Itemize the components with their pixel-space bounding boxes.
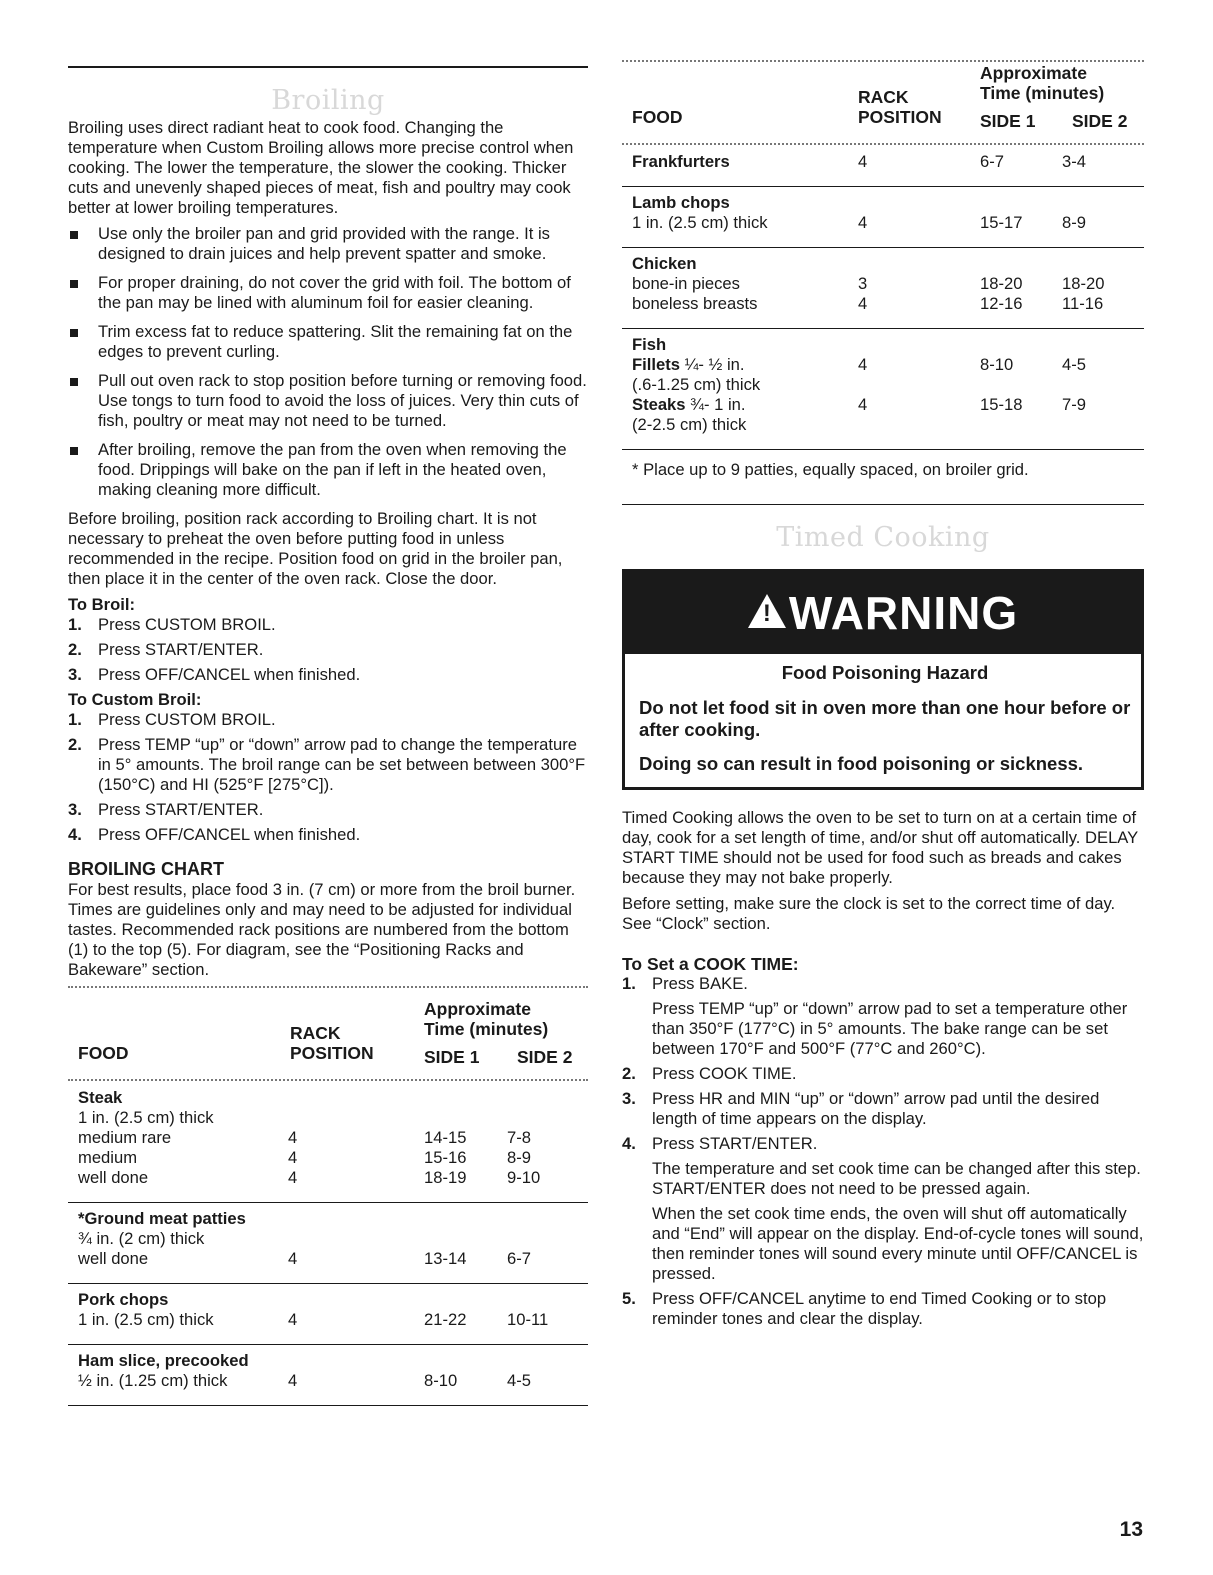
cell-side2: 6-7 — [507, 1249, 531, 1268]
bullet-item: Pull out oven rack to stop position before turning or removing food. Use tongs to turn food to avoid the loss of juices. Very thin cuts of fish, poultry or meat may not need to be turned. — [68, 371, 588, 431]
table-line — [632, 254, 1144, 274]
cell-food: boneless breasts — [632, 294, 758, 313]
table-row — [622, 187, 1144, 247]
cell-side1: 13-14 — [424, 1249, 467, 1268]
cell-food: bone-in pieces — [632, 274, 740, 293]
header-side2: SIDE 2 — [1072, 111, 1128, 131]
step-item — [622, 974, 1144, 1059]
broiling-before: Before broiling, position rack according to Broiling chart. It is not necessary to preheat the oven before putting food in unless recommended in the recipe. Position food on grid in the broiler pan, then place it in the center of the oven rack. Close the door. — [68, 509, 563, 588]
table-row — [622, 248, 1144, 328]
broiling-bullet-list — [68, 224, 588, 500]
timed-p2: Before setting, make sure the clock is set to the correct time of day. See “Clock” section. — [622, 894, 1116, 933]
step-text: Press OFF/CANCEL when finished. — [98, 825, 361, 844]
step-number: 4. — [68, 825, 82, 844]
cell-side1: 8-10 — [424, 1371, 458, 1390]
step-text: Press BAKE. — [652, 974, 748, 993]
cell-food: 1 in. (2.5 cm) thick — [78, 1108, 214, 1127]
table-line — [78, 1108, 588, 1128]
cell-rack: 4 — [288, 1168, 298, 1187]
cell-rack: 4 — [288, 1128, 298, 1147]
left-column — [68, 0, 588, 1406]
table-line — [632, 274, 1144, 294]
table-line — [632, 335, 1144, 355]
cook-time-heading: To Set a COOK TIME: — [622, 954, 799, 974]
table-header — [622, 63, 1144, 143]
cell-food: Ham slice, precooked — [78, 1351, 249, 1370]
warning-banner — [625, 572, 1141, 654]
cell-side2: 8-9 — [1062, 213, 1086, 232]
cell-rack: 4 — [858, 395, 868, 414]
cell-rack: 4 — [288, 1249, 298, 1268]
cell-food: 1 in. (2.5 cm) thick — [78, 1310, 214, 1329]
step-item — [68, 825, 588, 845]
timed-p1: Timed Cooking allows the oven to be set to turn on at a certain time of day, cook for a set length of time, and/or shut off automatically. DELAY START TIME should not be used for food such as breads and cakes because they may not bake properly. — [622, 808, 1138, 887]
step-item — [622, 1064, 1144, 1084]
table-line — [78, 1168, 588, 1188]
to-broil-heading: To Broil: — [68, 595, 135, 614]
table-footnote: * Place up to 9 patties, equally spaced, on broiler grid. — [632, 460, 1029, 479]
step-item — [622, 1089, 1144, 1129]
step-item — [68, 640, 588, 660]
cell-rack: 4 — [288, 1310, 298, 1329]
step-text: Press COOK TIME. — [652, 1064, 797, 1083]
row-separator — [622, 449, 1144, 450]
section-rule — [622, 504, 1144, 505]
top-rule — [68, 66, 588, 68]
warning-msg-2: Doing so can result in food poisoning or sickness. — [639, 753, 1084, 774]
cell-side1: 18-19 — [424, 1168, 467, 1187]
header-approx: Approximate Time (minutes) — [980, 63, 1105, 103]
cell-food: *Ground meat patties — [78, 1209, 246, 1228]
header-approx: Approximate Time (minutes) — [424, 999, 549, 1039]
broiling-intro: Broiling uses direct radiant heat to cook food. Changing the temperature when Custom Broiling allows more precise control when cooking. The lower the temperature, the slower the cooking. Thicker cuts and unevenly shaped pieces of meat, fish and poultry may cook better at lower broiling temperatures. — [68, 118, 574, 217]
warning-msg-1: Do not let food sit in oven more than one hour before or after cooking. — [639, 697, 1131, 740]
cell-side2: 7-8 — [507, 1128, 531, 1147]
cell-side2: 18-20 — [1062, 274, 1105, 293]
cell-side1: 8-10 — [980, 355, 1014, 374]
to-custom-broil-steps — [68, 710, 588, 845]
table-row — [622, 146, 1144, 186]
table-line — [78, 1088, 588, 1108]
table-line — [632, 375, 1144, 395]
header-side1: SIDE 1 — [424, 1047, 480, 1067]
step-number: 2. — [622, 1064, 636, 1083]
step-text: Press OFF/CANCEL when finished. — [98, 665, 361, 684]
step-item — [622, 1134, 1144, 1284]
step-item — [622, 1289, 1144, 1329]
cell-side1: 15-16 — [424, 1148, 467, 1167]
cell-side1: 15-17 — [980, 213, 1023, 232]
cell-side1: 21-22 — [424, 1310, 467, 1329]
table-line — [78, 1310, 588, 1330]
table-header — [68, 989, 588, 1079]
cell-side2: 11-16 — [1062, 294, 1104, 313]
cell-side2: 4-5 — [507, 1371, 531, 1390]
table-line — [632, 152, 1144, 172]
cell-food: medium — [78, 1148, 138, 1167]
cell-rack: 4 — [858, 152, 868, 171]
cell-food-name: Steaks — [632, 395, 686, 414]
header-rack: RACK POSITION — [290, 1023, 374, 1063]
to-custom-broil-heading: To Custom Broil: — [68, 690, 202, 709]
table-line — [78, 1290, 588, 1310]
header-rack: RACK POSITION — [858, 87, 942, 127]
right-column — [622, 0, 1144, 1334]
step-text: Press START/ENTER. — [98, 640, 264, 659]
broiling-chart-heading: BROILING CHART — [68, 859, 224, 879]
cell-side2: 7-9 — [1062, 395, 1086, 414]
warning-box — [622, 569, 1144, 790]
step-text: Press CUSTOM BROIL. — [98, 615, 276, 634]
cell-rack: 3 — [858, 274, 868, 293]
cell-side1: 15-18 — [980, 395, 1023, 414]
timed-cooking-title: Timed Cooking — [776, 522, 990, 553]
table-line — [78, 1209, 588, 1229]
cell-food: ½ in. (1.25 cm) thick — [78, 1371, 228, 1390]
to-broil-steps — [68, 615, 588, 685]
header-food: FOOD — [632, 107, 683, 127]
row-separator — [68, 1405, 588, 1406]
cell-food — [632, 395, 745, 415]
table-row — [68, 1345, 588, 1405]
cell-side1: 18-20 — [980, 274, 1023, 293]
table-line — [78, 1351, 588, 1371]
cell-rack: 4 — [858, 294, 868, 313]
warning-body — [625, 654, 1141, 787]
cell-side2: 8-9 — [507, 1148, 531, 1167]
step-number: 1. — [622, 974, 636, 993]
step-number: 2. — [68, 735, 82, 754]
cell-food: medium rare — [78, 1128, 172, 1147]
step-text: Press HR and MIN “up” or “down” arrow pad until the desired length of time appears on the display. — [652, 1089, 1100, 1128]
cell-food: 1 in. (2.5 cm) thick — [632, 213, 768, 232]
header-side1: SIDE 1 — [980, 111, 1036, 131]
cell-food: Steak — [78, 1088, 123, 1107]
cell-rack: 4 — [288, 1148, 298, 1167]
step-item — [68, 735, 588, 795]
broiling-table-left — [68, 986, 588, 1406]
step-number: 4. — [622, 1134, 636, 1153]
cell-food: (.6-1.25 cm) thick — [632, 375, 761, 394]
table-line — [78, 1229, 588, 1249]
step-text: Press START/ENTER. — [98, 800, 264, 819]
step-item — [68, 665, 588, 685]
cell-food: Lamb chops — [632, 193, 730, 212]
step-item — [68, 710, 588, 730]
cell-rack: 4 — [858, 355, 868, 374]
table-line — [632, 355, 1144, 375]
step-item — [68, 615, 588, 635]
header-food: FOOD — [78, 1043, 129, 1063]
table-line — [78, 1148, 588, 1168]
table-line — [632, 395, 1144, 415]
broiling-title: Broiling — [271, 85, 385, 116]
cell-food-name: Fillets — [632, 355, 680, 374]
bullet-item: Use only the broiler pan and grid provided with the range. It is designed to drain juices and help prevent spatter and smoke. — [68, 224, 588, 264]
cell-side1: 6-7 — [980, 152, 1004, 171]
cell-rack: 4 — [288, 1371, 298, 1390]
page-number: 13 — [1119, 1518, 1143, 1541]
cell-side2: 3-4 — [1062, 152, 1086, 171]
cell-food: Pork chops — [78, 1290, 169, 1309]
table-right-rows — [622, 146, 1144, 450]
table-line — [632, 213, 1144, 233]
table-row — [622, 329, 1144, 449]
table-line — [78, 1249, 588, 1269]
step-number: 3. — [68, 665, 82, 684]
table-row — [68, 1203, 588, 1283]
step-number: 3. — [68, 800, 82, 819]
cell-food: ¾ in. (2 cm) thick — [78, 1229, 205, 1248]
cell-side1: 12-16 — [980, 294, 1023, 313]
bullet-item: Trim excess fat to reduce spattering. Slit the remaining fat on the edges to prevent curling. — [68, 322, 588, 362]
cell-food: well done — [78, 1249, 149, 1268]
cell-food: Frankfurters — [632, 152, 730, 171]
warning-triangle-icon — [748, 594, 786, 628]
cell-food: Fish — [632, 335, 667, 354]
warning-hazard: Food Poisoning Hazard — [781, 662, 989, 683]
step-number: 1. — [68, 615, 82, 634]
header-side2: SIDE 2 — [517, 1047, 573, 1067]
step-extra: The temperature and set cook time can be changed after this step. START/ENTER does not need to be pressed again. — [652, 1159, 1141, 1198]
cell-food-size: ¾- 1 in. — [685, 395, 746, 414]
broiling-chart-intro: For best results, place food 3 in. (7 cm) or more from the broil burner. Times are guidelines only and may need to be adjusted for individual tastes. Recommended rack positions are numbered from the bottom (1) to the top (5). For diagram, see the “Positioning Racks and Bakeware” section. — [68, 880, 576, 979]
cell-side1: 14-15 — [424, 1128, 467, 1147]
cell-food: well done — [78, 1168, 149, 1187]
table-left-rows — [68, 1082, 588, 1406]
table-line — [632, 294, 1144, 314]
table-line — [78, 1128, 588, 1148]
table-row — [68, 1284, 588, 1344]
cell-side2: 10-11 — [507, 1310, 549, 1329]
step-text: Press OFF/CANCEL anytime to end Timed Cooking or to stop reminder tones and clear the display. — [652, 1289, 1107, 1328]
cell-rack: 4 — [858, 213, 868, 232]
step-text: Press START/ENTER. — [652, 1134, 818, 1153]
step-number: 2. — [68, 640, 82, 659]
cell-food-size: ¼- ½ in. — [679, 355, 745, 374]
step-extra: When the set cook time ends, the oven will shut off automatically and “End” will appear on the display. End-of-cycle tones will sound, then reminder tones will sound every minute until OFF/CANCEL is pressed. — [652, 1204, 1144, 1283]
cell-food: Chicken — [632, 254, 697, 273]
bullet-item: After broiling, remove the pan from the oven when removing the food. Drippings will bake on the pan if left in the heated oven, making cleaning more difficult. — [68, 440, 588, 500]
cook-time-steps — [622, 974, 1144, 1329]
step-text: Press CUSTOM BROIL. — [98, 710, 276, 729]
step-item — [68, 800, 588, 820]
table-line — [632, 415, 1144, 435]
cell-side2: 9-10 — [507, 1168, 541, 1187]
table-row — [68, 1082, 588, 1202]
step-number: 1. — [68, 710, 82, 729]
table-line — [632, 193, 1144, 213]
step-text: Press TEMP “up” or “down” arrow pad to change the temperature in 5° amounts. The broil range can be set between between 300°F (150°C) and HI (525°F [275°C]). — [98, 735, 586, 794]
bullet-item: For proper draining, do not cover the grid with foil. The bottom of the pan may be lined with aluminum foil for easier cleaning. — [68, 273, 588, 313]
warning-word: WARNING — [788, 587, 1019, 639]
cell-side2: 4-5 — [1062, 355, 1086, 374]
step-extra: Press TEMP “up” or “down” arrow pad to set a temperature other than 350°F (177°C) in 5° amounts. The bake range can be set between 170°F and 500°F (77°C and 260°C). — [652, 999, 1128, 1058]
step-number: 3. — [622, 1089, 636, 1108]
cell-food — [632, 355, 745, 375]
cell-food: (2-2.5 cm) thick — [632, 415, 747, 434]
broiling-table-right — [622, 60, 1144, 480]
table-line — [78, 1371, 588, 1391]
step-number: 5. — [622, 1289, 636, 1308]
